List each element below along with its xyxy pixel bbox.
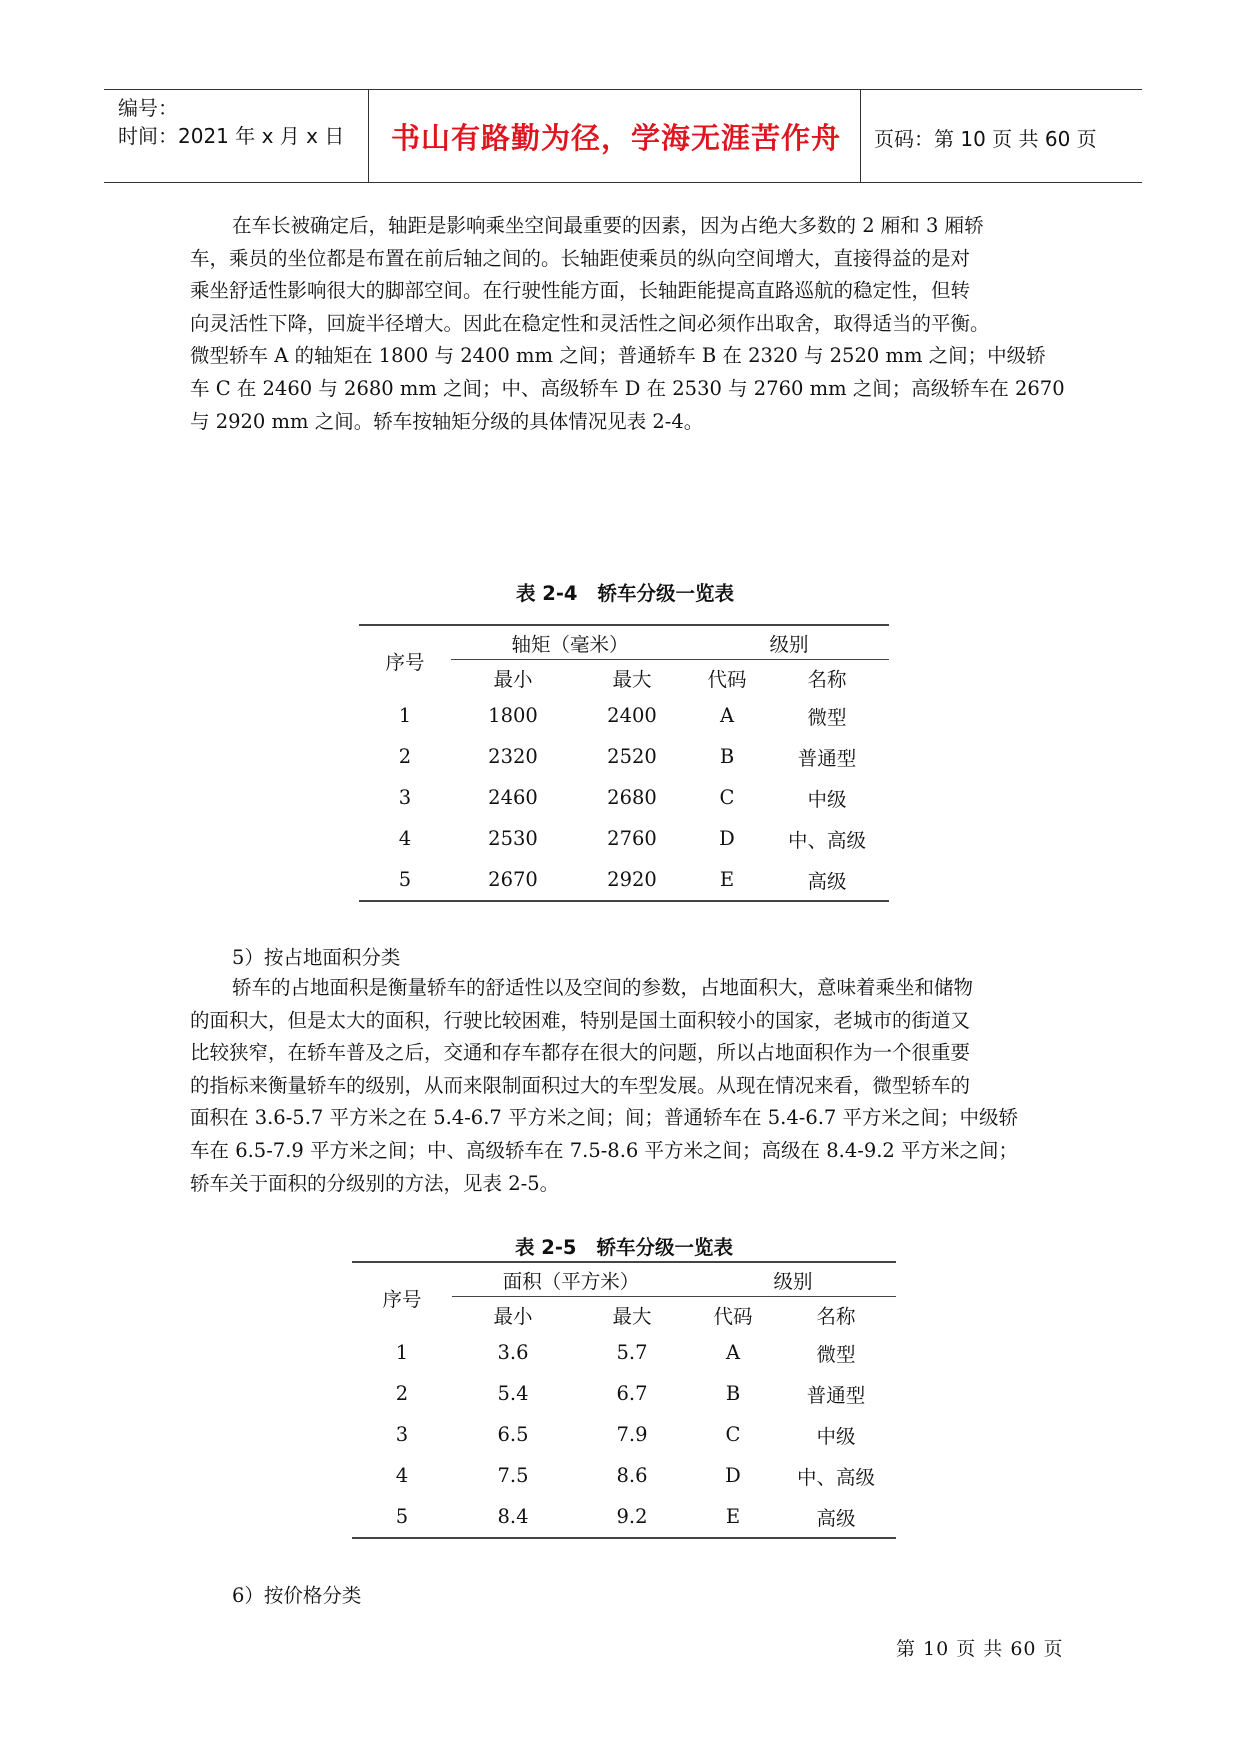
table-row: [352, 1373, 896, 1414]
section-heading: 6）按价格分类: [232, 1584, 362, 1607]
cell: E: [719, 868, 735, 891]
paragraph-line: 车 C 在 2460 与 2680 mm 之间；中、高级轿车 D 在 2530 与 2760 mm 之间；高级轿车在 2670: [190, 376, 1065, 400]
table-row: [352, 1332, 896, 1373]
page-header: [104, 89, 1142, 183]
cell: C: [725, 1423, 741, 1446]
header-meta: [118, 94, 344, 150]
table-row: [352, 1455, 896, 1496]
cell: 9.2: [616, 1505, 648, 1528]
section-heading: 5）按占地面积分类: [232, 946, 401, 969]
paragraph-line: 乘坐舒适性影响很大的脚部空间。在行驶性能方面，长轴距能提高直路巡航的稳定性，但转: [190, 279, 971, 303]
cell: 4: [395, 1464, 409, 1487]
table-row: [352, 1414, 896, 1455]
cell: 2460: [488, 786, 538, 809]
cell: 普通型: [806, 1383, 866, 1407]
cell: 2400: [607, 704, 657, 727]
cell: 微型: [816, 1342, 856, 1366]
header-code: 代码: [707, 667, 747, 691]
header-group-wheelbase: 轴矩（毫米）: [451, 625, 689, 660]
header-code: 代码: [713, 1304, 753, 1328]
time-label: 时间：2021 年 x 月 x 日: [118, 124, 345, 148]
cell: 7.5: [497, 1464, 529, 1487]
cell: A: [719, 704, 735, 727]
cell: 普通型: [797, 746, 857, 770]
cell: 3.6: [497, 1341, 529, 1364]
paragraph-line: 比较狭窄，在轿车普及之后，交通和存车都存在很大的问题，所以占地面积作为一个很重要: [190, 1041, 971, 1065]
cell: 中级: [807, 787, 847, 811]
cell: 微型: [807, 705, 847, 729]
header-max: 最大: [612, 667, 652, 691]
cell: 5.7: [616, 1341, 648, 1364]
cell: D: [725, 1464, 741, 1487]
paragraph-line: 轿车的占地面积是衡量轿车的舒适性以及空间的参数，占地面积大，意味着乘坐和储物: [232, 976, 974, 999]
cell: C: [719, 786, 735, 809]
cell: E: [725, 1505, 741, 1528]
paragraph-wheelbase: [190, 210, 1065, 438]
header-motto: 书山有路勤为径，学海无涯苦作舟: [390, 121, 841, 155]
cell: 2320: [488, 745, 538, 768]
header-name: 名称: [816, 1304, 856, 1328]
table-row: [359, 859, 889, 901]
paragraph-line: 的面积大，但是太大的面积，行驶比较困难，特别是国土面积较小的国家，老城市的街道又: [190, 1008, 971, 1032]
cell: 1: [395, 1341, 409, 1364]
cell: 4: [398, 827, 412, 850]
cell: 1800: [488, 704, 538, 727]
paragraph-line: 面积在 3.6-5.7 平方米之在 5.4-6.7 平方米之间；间；普通轿车在 5.4-6.7 平方米之间；中级轿: [190, 1106, 1019, 1130]
header-page-info: 页码：第 10 页 共 60 页: [874, 127, 1097, 151]
header-name: 名称: [807, 667, 847, 691]
cell: 5: [398, 868, 412, 891]
cell: 中、高级: [787, 828, 866, 852]
cell: 2: [395, 1382, 409, 1405]
header-group-class: 级别: [690, 1262, 896, 1297]
header-group-class: 级别: [689, 625, 889, 660]
table-row: [359, 736, 889, 777]
cell: 8.4: [497, 1505, 529, 1528]
cell: 2520: [607, 745, 657, 768]
cell: 2760: [607, 827, 657, 850]
header-seq: 序号: [385, 650, 425, 674]
header-group-area: 面积（平方米）: [452, 1262, 690, 1297]
paragraph-line: 在车长被确定后，轴距是影响乘坐空间最重要的因素，因为占绝大多数的 2 厢和 3 厢轿: [232, 214, 984, 237]
cell: 5: [395, 1505, 409, 1528]
paragraph-line: 微型轿车 A 的轴矩在 1800 与 2400 mm 之间；普通轿车 B 在 2320 与 2520 mm 之间；中级轿: [190, 344, 1046, 368]
table-row: [359, 695, 889, 736]
table-wheelbase-classes: [359, 624, 889, 902]
table-row: [359, 777, 889, 818]
cell: 2530: [488, 827, 538, 850]
paragraph-line: 车，乘员的坐位都是布置在前后轴之间的。长轴距使乘员的纵向空间增大，直接得益的是对: [190, 246, 971, 270]
cell: 2670: [488, 868, 538, 891]
table-row: [359, 818, 889, 859]
cell: 6.7: [616, 1382, 648, 1405]
number-label: 编号：: [118, 96, 178, 120]
paragraph-line: 车在 6.5-7.9 平方米之间；中、高级轿车在 7.5-8.6 平方米之间；高级在 8.4-9.2 平方米之间；: [190, 1138, 1019, 1162]
header-divider: [368, 90, 369, 182]
header-divider: [860, 90, 861, 182]
table-caption: 表 2-5 轿车分级一览表: [514, 1236, 734, 1259]
paragraph-line: 轿车关于面积的分级别的方法，见表 2-5。: [190, 1171, 560, 1195]
table-row: [352, 1496, 896, 1538]
cell: B: [719, 745, 735, 768]
paragraph-footprint: [190, 972, 1058, 1200]
cell: 7.9: [616, 1423, 648, 1446]
cell: 3: [395, 1423, 409, 1446]
cell: 3: [398, 786, 412, 809]
paragraph-line: 向灵活性下降，回旋半径增大。因此在稳定性和灵活性之间必须作出取舍，取得适当的平衡。: [190, 311, 990, 335]
page-footer: 第 10 页 共 60 页: [896, 1638, 1064, 1660]
cell: 高级: [807, 869, 847, 893]
table-area-classes: [352, 1261, 896, 1539]
cell: 5.4: [497, 1382, 529, 1405]
cell: 1: [398, 704, 412, 727]
header-max: 最大: [612, 1304, 652, 1328]
cell: 2680: [607, 786, 657, 809]
header-min: 最小: [493, 667, 533, 691]
paragraph-line: 的指标来衡量轿车的级别，从而来限制面积过大的车型发展。从现在情况来看，微型轿车的: [190, 1073, 971, 1097]
paragraph-line: 与 2920 mm 之间。轿车按轴矩分级的具体情况见表 2-4。: [190, 409, 704, 433]
cell: 2920: [607, 868, 657, 891]
cell: 中、高级: [796, 1465, 875, 1489]
cell: A: [725, 1341, 741, 1364]
cell: 中级: [816, 1424, 856, 1448]
cell: D: [719, 827, 735, 850]
cell: 8.6: [616, 1464, 648, 1487]
cell: 6.5: [497, 1423, 529, 1446]
cell: 高级: [816, 1506, 856, 1530]
cell: 2: [398, 745, 412, 768]
cell: B: [725, 1382, 741, 1405]
header-seq: 序号: [382, 1287, 422, 1311]
header-min: 最小: [493, 1304, 533, 1328]
table-caption: 表 2-4 轿车分级一览表: [515, 582, 735, 605]
